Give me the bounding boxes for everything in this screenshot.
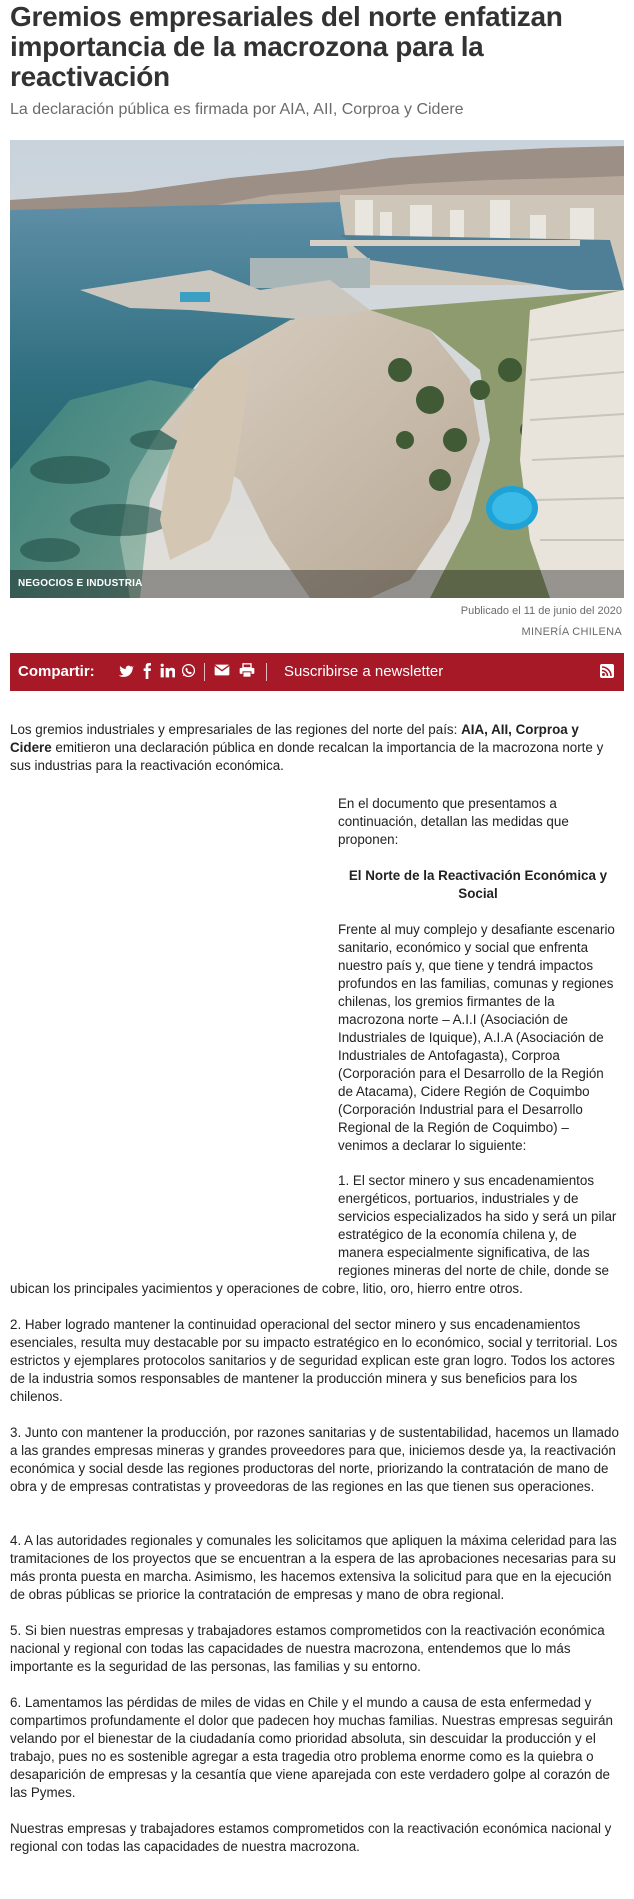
source-label[interactable]: MINERÍA CHILENA bbox=[521, 626, 622, 638]
article-subtitle: La declaración pública es firmada por AIA, AII, Corproa y Cidere bbox=[10, 101, 464, 118]
intro-text: Los gremios industriales y empresariales de las regiones del norte del país: bbox=[10, 722, 462, 737]
intro-text-rest: emitieron una declaración pública en donde recalcan la importancia de la macrozona norte y sus industrias para la reactivación económica. bbox=[10, 740, 604, 773]
linkedin-icon[interactable] bbox=[160, 663, 175, 683]
print-icon[interactable] bbox=[239, 663, 255, 683]
point-2: 2. Haber logrado mantener la continuidad operacional del sector minero y sus encadenamientos esenciales, resulta muy destacable por su impacto estratégico en lo económico, social y territorial. Los estrictos y ejemplares protocolos sanitarios y de seguridad explican este gran logro. Todos los actores de la industria somos responsables de mantener la producción minera y sus beneficios para los chilenos. bbox=[10, 1317, 618, 1404]
closing-paragraph: Nuestras empresas y trabajadores estamos comprometidos con la reactivación económica nacional y regional con todas las capacidades de nuestra macrozona. bbox=[10, 1821, 612, 1854]
publish-date: Publicado el 11 de junio del 2020 bbox=[460, 605, 622, 617]
twitter-icon[interactable] bbox=[118, 663, 134, 684]
facebook-icon[interactable] bbox=[142, 663, 152, 684]
point-3: 3. Junto con mantener la producción, por razones sanitarias y de sustentabilidad, hacemos un llamado a las grandes empresas mineras y grandes proveedores para que, iniciemos desde ya, la reactivación económica y social desde las regiones productoras del norte, priorizando la contratación de mano de obra y de empresas contratistas y proveedoras de las regiones en las que tienen sus operaciones. bbox=[10, 1425, 619, 1494]
point-1-end: ubican los principales yacimientos y operaciones de cobre, litio, oro, hierro entre otros. bbox=[10, 1281, 523, 1296]
intro-paragraph bbox=[10, 721, 622, 775]
share-label: Compartir: bbox=[18, 663, 95, 680]
newsletter-link[interactable]: Suscribirse a newsletter bbox=[284, 663, 444, 680]
share-divider bbox=[204, 663, 205, 681]
point-5: 5. Si bien nuestras empresas y trabajadores estamos comprometidos con la reactivación económica nacional y regional con todas las capacidades de nuestra macrozona, entendemos que lo más importante es la seguridad de las personas, las familias y su entorno. bbox=[10, 1623, 605, 1674]
email-icon[interactable] bbox=[214, 663, 230, 682]
intro-bold-text: AIA, AII, Corproa y Cidere bbox=[10, 722, 579, 755]
declaration-paragraph: Frente al muy complejo y desafiante escenario sanitario, económico y social que enfrenta nuestro país y, que tiene y tendrá impactos profundos en las familias, comunas y regiones chilenas, los gremios firmantes de la macrozona norte – A.I.I (Asociación de Industriales de Iquique), A.I.A (Asociación de Industriales de Antofagasta), Corproa (Corporación para el Desarrollo de la Región de Atacama), Cidere Región de Coquimbo (Corporación Industrial para el Desarrollo Regional de la Región de Coquimbo) – venimos a declarar lo siguiente: bbox=[338, 922, 615, 1153]
hero-category-label: NEGOCIOS E INDUSTRIA bbox=[18, 578, 143, 589]
share-bar bbox=[10, 653, 624, 691]
point-4: 4. A las autoridades regionales y comunales les solicitamos que apliquen la máxima celeridad para las tramitaciones de los proyectos que se encuentran a la espera de las aprobaciones necesarias para su más pronta puesta en marcha. Asimismo, les hacemos extensiva la solicitud para que en la ejecución de obras públicas se priorice la contratación de empresas y mano de obra regional. bbox=[10, 1533, 617, 1602]
share-divider bbox=[266, 663, 267, 681]
hero-category-tag[interactable] bbox=[10, 570, 624, 598]
point-1-start: 1. El sector minero y sus encadenamientos energéticos, portuarios, industriales y de servicios especializados ha sido y será un pilar estratégico de la economía chilena y, de manera especialmente significativa, de las regiones mineras del norte de chile, donde se bbox=[338, 1173, 617, 1278]
document-heading: El Norte de la Reactivación Económica y Social bbox=[348, 868, 608, 901]
hero-image bbox=[10, 140, 624, 598]
whatsapp-icon[interactable] bbox=[181, 663, 196, 683]
article-title: Gremios empresariales del norte enfatizan importancia de la macrozona para la reactivación bbox=[10, 1, 563, 92]
document-intro: En el documento que presentamos a continuación, detallan las medidas que proponen: bbox=[338, 796, 569, 847]
coastal-city-photo bbox=[10, 140, 624, 598]
point-6: 6. Lamentamos las pérdidas de miles de vidas en Chile y el mundo a causa de esta enfermedad y compartimos profundamente el dolor que padecen hoy muchas familias. Nuestras empresas seguirán velando por el bienestar de la ciudadanía como prioridad absoluta, sin descuidar la producción y el trabajo, pues no es sostenible agregar a esta tragedia otro problema enorme como es la quiebra o desaparición de empresas y la cesantía que viene aparejada con este verdadero golpe al corazón de las Pymes. bbox=[10, 1695, 613, 1800]
rss-icon[interactable] bbox=[600, 664, 614, 678]
